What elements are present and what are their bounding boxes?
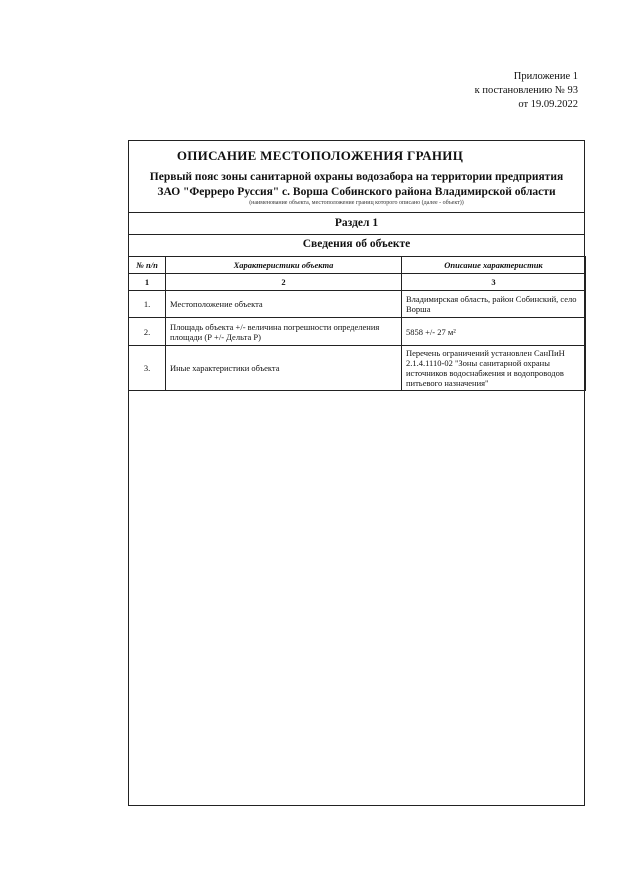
row-characteristic: Местоположение объекта: [166, 291, 402, 318]
appendix-line-1: Приложение 1: [513, 71, 578, 82]
column-header: № п/п: [129, 257, 166, 274]
appendix-line-2: к постановлению № 93: [474, 85, 578, 96]
section-heading: Сведения об объекте: [302, 238, 411, 250]
row-number: 1.: [129, 291, 166, 318]
table-header-row: [129, 257, 586, 274]
row-description: Перечень ограничений установлен СанПиН 2.1.4.1110-02 "Зоны санитарной охраны источников водоснабжения и водопроводов питьевого назначения": [402, 346, 586, 391]
column-header: Описание характеристик: [402, 257, 586, 274]
row-characteristic: Площадь объекта +/- величина погрешности определения площади (Р +/- Дельта Р): [166, 318, 402, 346]
object-name-line-2: ЗАО "Ферреро Руссия" с. Ворша Собинского района Владимирской области: [157, 186, 556, 198]
object-name-line-1: Первый пояс зоны санитарной охраны водозабора на территории предприятия: [149, 171, 564, 183]
row-description: 5858 +/- 27 м²: [402, 318, 586, 346]
column-number: 3: [402, 274, 586, 291]
divider: [128, 212, 585, 213]
row-characteristic: Иные характеристики объекта: [166, 346, 402, 391]
appendix-reference: [475, 70, 578, 112]
object-name-caption: (наименование объекта, местоположение границ которого описано (далее - объект)): [249, 200, 464, 206]
table-row: [129, 318, 586, 346]
document-title: ОПИСАНИЕ МЕСТОПОЛОЖЕНИЯ ГРАНИЦ: [176, 148, 464, 163]
row-number: 3.: [129, 346, 166, 391]
column-header: Характеристики объекта: [166, 257, 402, 274]
divider: [128, 234, 585, 235]
object-info-table: [128, 256, 586, 391]
table-row: [129, 291, 586, 318]
row-description: Владимирская область, район Собинский, село Ворша: [402, 291, 586, 318]
column-number: 2: [166, 274, 402, 291]
column-number: 1: [129, 274, 166, 291]
column-number-row: [129, 274, 586, 291]
appendix-line-3: от 19.09.2022: [518, 99, 578, 110]
object-name: [128, 170, 585, 200]
section-label: Раздел 1: [334, 217, 379, 229]
table-row: [129, 346, 586, 391]
row-number: 2.: [129, 318, 166, 346]
